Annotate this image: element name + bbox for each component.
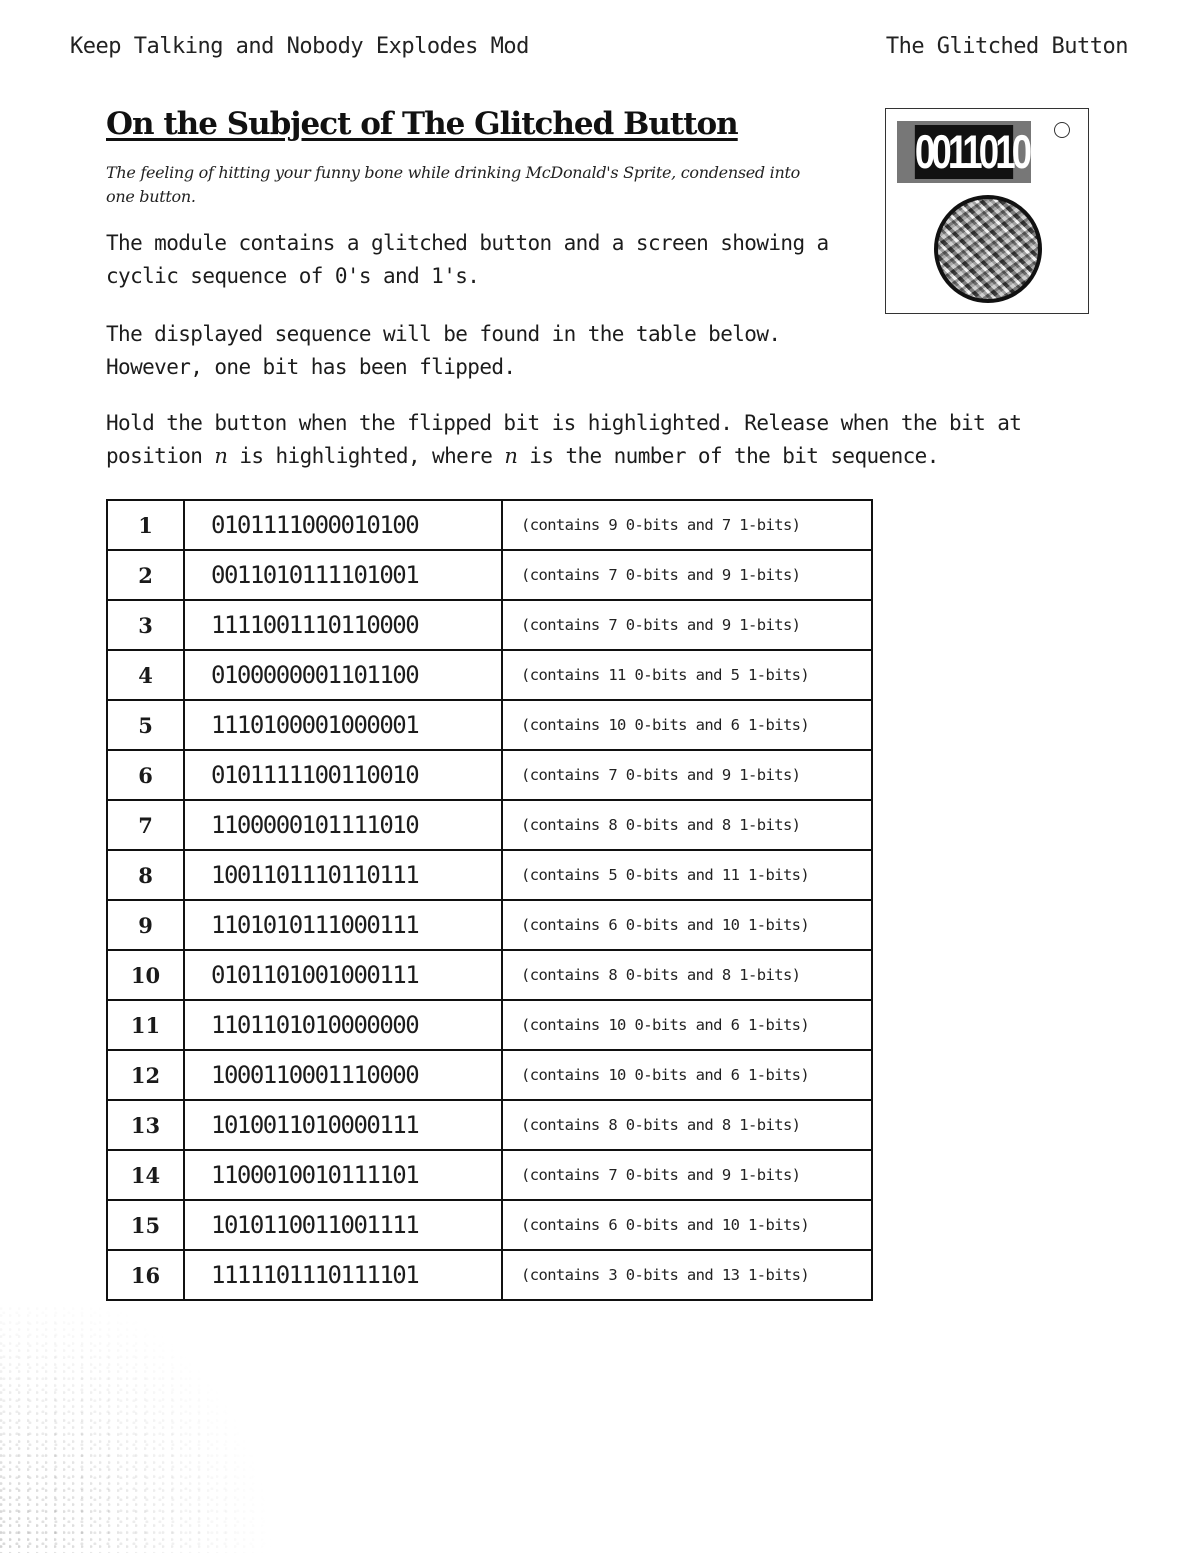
- status-light-icon: [1054, 122, 1070, 138]
- bit-sequence: 1111001110110000: [184, 600, 502, 650]
- sequence-table-body: [107, 500, 872, 1300]
- variable-n: n: [214, 444, 228, 468]
- paper-speckle-decoration: [0, 1303, 300, 1553]
- bit-count: (contains 10 0-bits and 6 1-bits): [502, 1000, 872, 1050]
- bit-sequence: 0101111000010100: [184, 500, 502, 550]
- row-number: 4: [107, 650, 184, 700]
- table-row: [107, 750, 872, 800]
- bit-count: (contains 6 0-bits and 10 1-bits): [502, 900, 872, 950]
- table-row: [107, 1100, 872, 1150]
- bit-sequence: 1010110011001111: [184, 1200, 502, 1250]
- bit-count: (contains 7 0-bits and 9 1-bits): [502, 600, 872, 650]
- flavor-text: The feeling of hitting your funny bone while drinking McDonald's Sprite, condensed into one button.: [106, 163, 800, 206]
- bit-count: (contains 10 0-bits and 6 1-bits): [502, 700, 872, 750]
- row-number: 8: [107, 850, 184, 900]
- bit-count: (contains 7 0-bits and 9 1-bits): [502, 1150, 872, 1200]
- bit-sequence: 1110100001000001: [184, 700, 502, 750]
- row-number: 6: [107, 750, 184, 800]
- glitched-button-icon: [934, 195, 1042, 303]
- row-number: 1: [107, 500, 184, 550]
- table-row: [107, 800, 872, 850]
- bit-sequence: 1100010010111101: [184, 1150, 502, 1200]
- module-screen-display: 0011010: [914, 125, 1029, 178]
- bit-sequence: 0100000001101100: [184, 650, 502, 700]
- bit-count: (contains 8 0-bits and 8 1-bits): [502, 950, 872, 1000]
- page-title: On the Subject of The Glitched Button: [106, 106, 738, 142]
- row-number: 16: [107, 1250, 184, 1300]
- table-row: [107, 1150, 872, 1200]
- table-row: [107, 1000, 872, 1050]
- bit-count: (contains 11 0-bits and 5 1-bits): [502, 650, 872, 700]
- sequence-paragraph: The displayed sequence will be found in the table below. However, one bit has been flipped.: [106, 322, 781, 379]
- variable-n: n: [504, 444, 518, 468]
- instructions-text-b: is highlighted, where: [227, 444, 505, 468]
- row-number: 14: [107, 1150, 184, 1200]
- row-number: 13: [107, 1100, 184, 1150]
- header-module-name: The Glitched Button: [885, 34, 1128, 59]
- table-row: [107, 650, 872, 700]
- bit-sequence: 1101101010000000: [184, 1000, 502, 1050]
- row-number: 2: [107, 550, 184, 600]
- bit-sequence: 1010011010000111: [184, 1100, 502, 1150]
- bit-sequence: 1000110001110000: [184, 1050, 502, 1100]
- header-mod-label: Keep Talking and Nobody Explodes Mod: [70, 34, 529, 59]
- row-number: 11: [107, 1000, 184, 1050]
- bit-count: (contains 5 0-bits and 11 1-bits): [502, 850, 872, 900]
- sequence-table: [106, 499, 873, 1301]
- row-number: 12: [107, 1050, 184, 1100]
- table-row: [107, 850, 872, 900]
- bit-sequence: 0101101001000111: [184, 950, 502, 1000]
- bit-count: (contains 10 0-bits and 6 1-bits): [502, 1050, 872, 1100]
- instructions-text-a: Hold the button when the flipped bit is highlighted. Release when the bit at position: [106, 411, 1022, 468]
- bit-count: (contains 8 0-bits and 8 1-bits): [502, 800, 872, 850]
- bit-count: (contains 6 0-bits and 10 1-bits): [502, 1200, 872, 1250]
- intro-paragraph: The module contains a glitched button and a screen showing a cyclic sequence of 0's and 1's.: [106, 231, 829, 288]
- bit-count: (contains 7 0-bits and 9 1-bits): [502, 750, 872, 800]
- bit-sequence: 1001101110110111: [184, 850, 502, 900]
- bit-sequence: 0101111100110010: [184, 750, 502, 800]
- table-row: [107, 950, 872, 1000]
- bit-count: (contains 7 0-bits and 9 1-bits): [502, 550, 872, 600]
- table-row: [107, 900, 872, 950]
- bit-count: (contains 9 0-bits and 7 1-bits): [502, 500, 872, 550]
- bit-sequence: 1100000101111010: [184, 800, 502, 850]
- module-screen: [897, 121, 1031, 183]
- row-number: 15: [107, 1200, 184, 1250]
- table-row: [107, 550, 872, 600]
- bit-sequence: 1111101110111101: [184, 1250, 502, 1300]
- row-number: 3: [107, 600, 184, 650]
- bit-sequence: 0011010111101001: [184, 550, 502, 600]
- row-number: 10: [107, 950, 184, 1000]
- bit-count: (contains 3 0-bits and 13 1-bits): [502, 1250, 872, 1300]
- table-row: [107, 600, 872, 650]
- instructions-text-c: is the number of the bit sequence.: [517, 444, 939, 468]
- table-row: [107, 1200, 872, 1250]
- row-number: 7: [107, 800, 184, 850]
- bit-sequence: 1101010111000111: [184, 900, 502, 950]
- module-illustration: [885, 108, 1089, 314]
- table-row: [107, 500, 872, 550]
- instructions-paragraph: [106, 407, 1066, 473]
- table-row: [107, 700, 872, 750]
- row-number: 5: [107, 700, 184, 750]
- bit-count: (contains 8 0-bits and 8 1-bits): [502, 1100, 872, 1150]
- row-number: 9: [107, 900, 184, 950]
- table-row: [107, 1250, 872, 1300]
- table-row: [107, 1050, 872, 1100]
